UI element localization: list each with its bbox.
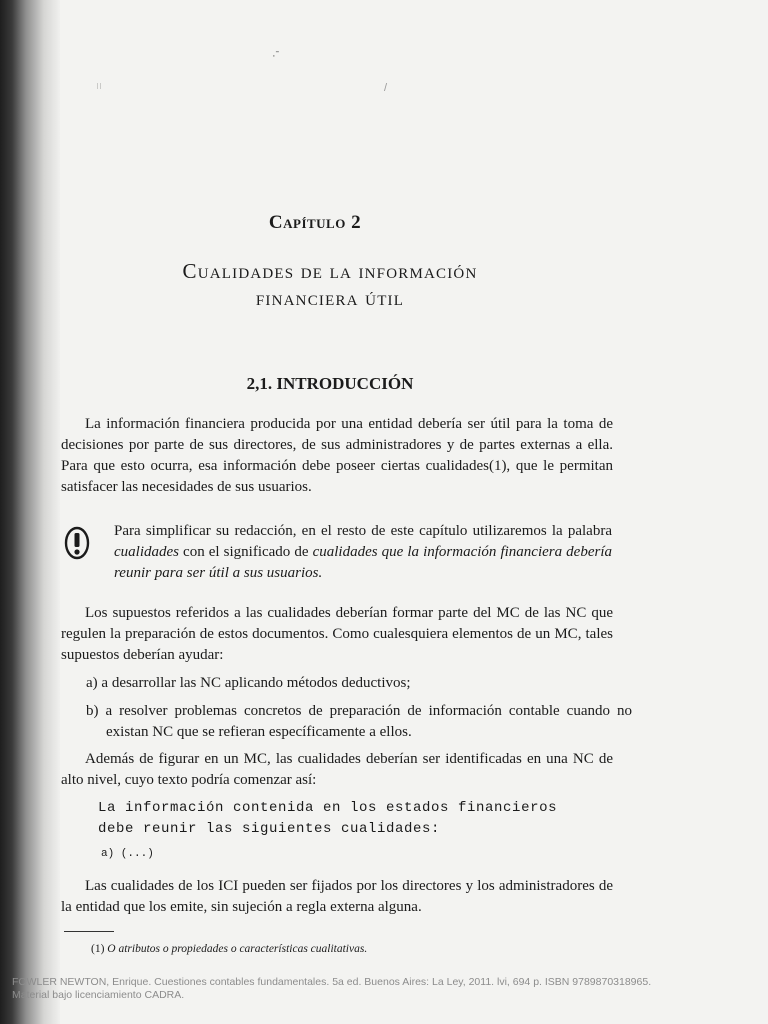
book-spine-shadow — [0, 0, 60, 1024]
paragraph-intro-text: La información financiera producida por una entidad debería ser útil para la toma de decisiones por parte de sus directores, de sus administradores y de partes externas a ella. Para que esto ocurra, esa información debe poseer ciertas cualidades(1), que le permitan satisfacer las necesidades de sus usuarios. — [61, 416, 613, 495]
chapter-title-line1: Cualidades de la información — [182, 259, 478, 283]
chapter-label: Capítulo 2 — [268, 212, 362, 233]
note-text-mid: con el significado de — [179, 544, 313, 560]
footnote-text: O atributos o propiedades o características cualitativas. — [107, 943, 368, 955]
list-item-text: a desarrollar las NC aplicando métodos deductivos; — [101, 675, 411, 691]
chapter-title — [0, 258, 660, 312]
list-item-text: a resolver problemas concretos de preparación de información contable cuando no existan NC que se refieran específicamente a ellos. — [105, 703, 633, 740]
license-citation: FOWLER NEWTON, Enrique. Cuestiones contables fundamentales. 5a ed. Buenos Aires: La Ley, 2011. lvi, 694 p. ISBN 9789870318965. — [12, 976, 652, 988]
note-italic-term: cualidades — [114, 544, 179, 560]
bleed-through-mark: ıı — [96, 80, 103, 92]
quote-line: debe reunir las siguientes cualidades: — [98, 821, 441, 837]
section-title: 2,1. INTRODUCCIÓN — [246, 374, 414, 393]
license-cadra: Material bajo licenciamiento CADRA. — [12, 989, 185, 1001]
paragraph-intro — [61, 414, 613, 498]
note-box — [114, 521, 612, 584]
paragraph-ici-text: Las cualidades de los ICI pueden ser fijados por los directores y los administradores de la entidad que los emite, sin sujeción a regla externa alguna. — [61, 878, 613, 915]
paragraph-standard-text: Además de figurar en un MC, las cualidades deberían ser identificadas en una NC de alto nivel, cuyo texto podría comenzar así: — [61, 751, 613, 788]
scan-speck: ·ˉ — [272, 50, 280, 62]
list-item-b — [86, 701, 632, 743]
list-marker: a) — [86, 675, 98, 691]
footnote — [91, 943, 367, 955]
note-text: Para simplificar su redacción, en el resto de este capítulo utilizaremos la palabra — [114, 523, 612, 539]
license-notice — [12, 976, 651, 1002]
footnote-divider — [64, 931, 114, 932]
note-italic-definition: cualidades que la información financiera debería reunir para ser útil a sus usuarios. — [114, 544, 613, 581]
paragraph-assumptions — [61, 603, 613, 666]
exclamation-icon — [64, 526, 90, 560]
chapter-title-line2: financiera útil — [255, 286, 405, 310]
quote-line: La información contenida en los estados financieros — [98, 800, 558, 816]
list-item-a — [86, 673, 632, 694]
footnote-number: (1) — [91, 943, 105, 955]
paragraph-assumptions-text: Los supuestos referidos a las cualidades deberían formar parte del MC de las NC que regulen la preparación de estos documentos. Como cualesquiera elementos de un MC, tales supuestos deberían ayudar: — [61, 605, 613, 663]
paragraph-ici — [61, 876, 613, 918]
quote-block — [98, 798, 618, 840]
scan-speck: / — [384, 82, 388, 94]
quote-item: a) (...) — [101, 848, 154, 860]
list-marker: b) — [86, 703, 99, 719]
paragraph-standard — [61, 749, 613, 791]
